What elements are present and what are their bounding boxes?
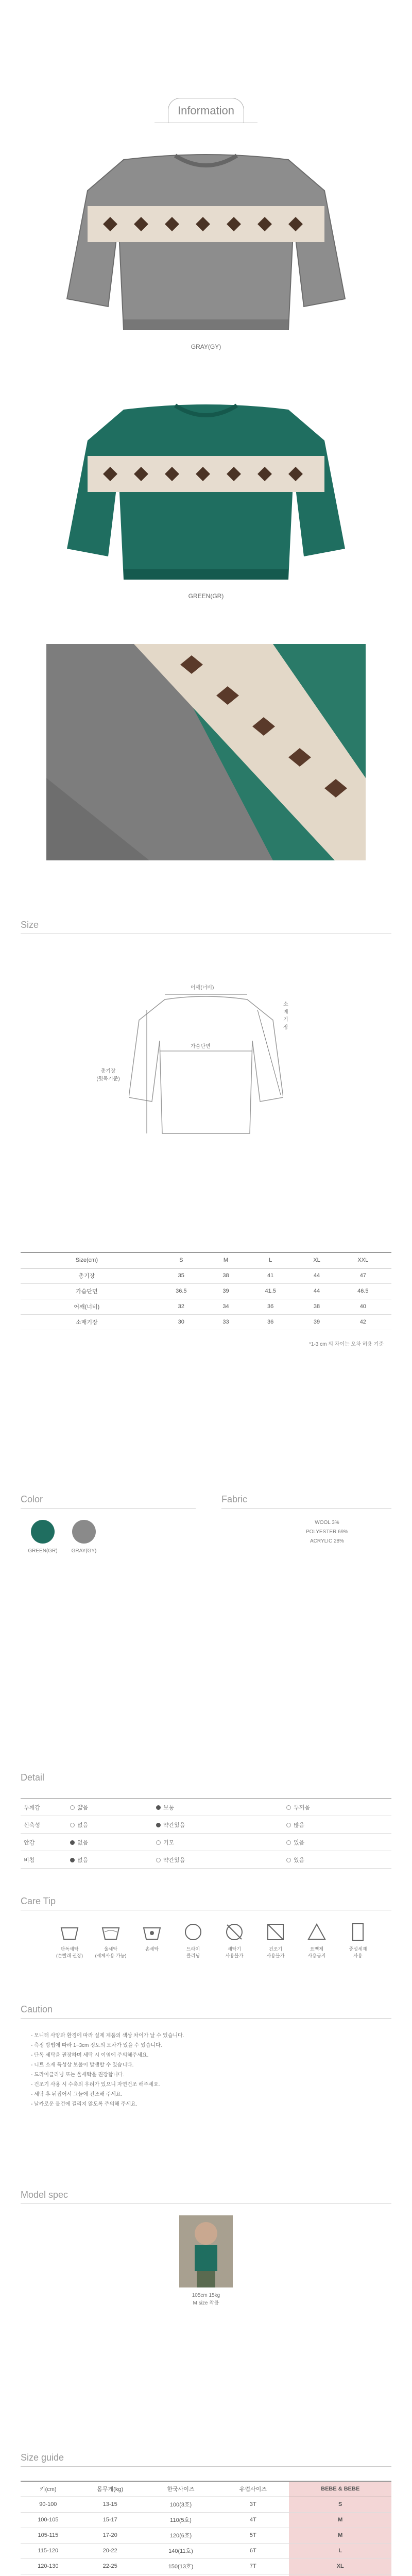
detail-label: 신축성 — [24, 1822, 40, 1828]
info-title: Information — [177, 104, 235, 117]
product-photo-gray — [46, 129, 366, 335]
table-row — [21, 1268, 391, 1283]
caution-divider — [21, 2018, 391, 2019]
detail-section-title: Detail — [21, 1772, 45, 1783]
fabric-item: POLYESTER 69% — [305, 1529, 349, 1535]
care-no-machine-icon: 세탁기 사용불가 — [214, 1922, 255, 1959]
row-label: 어깨(너비) — [21, 1299, 153, 1314]
detail-label: 비침 — [24, 1857, 35, 1863]
guide-col-header: BEBE & BEBE — [289, 2481, 391, 2497]
size-col-header: XL — [299, 1252, 334, 1268]
fabric-section-title: Fabric — [221, 1494, 248, 1504]
model-spec-text: 105cm 15kg M size 착용 — [192, 2293, 220, 2306]
cell: 34 — [210, 1299, 242, 1314]
size-col-header: XXL — [335, 1252, 391, 1268]
cell: 46.5 — [335, 1283, 391, 1299]
detail-row — [21, 1851, 391, 1869]
cell: 36 — [242, 1314, 299, 1330]
cell: 39 — [299, 1314, 334, 1330]
caution-text: - 모니터 사양과 환경에 따라 실제 제품의 색상 차이가 날 수 있습니다. - 측정 방법에 따라 1~3cm 정도의 오차가 있을 수 있습니다. - 단독 세탁을 권장하며 세탁 시 이염에 주의해주세요. - 니트 소재 특성상 보풀이 발생할 수 있습니다. - 드라이클리닝 또는 울세탁을 권장합니다. - 건조기 사용 시 수축의 우려가 있으니 자연건조 해주세요. - 세탁 후 뒤집어서 그늘에 건조해 주세요. - 날카로운 물건에 걸리지 않도록 주의해 주세요. — [31, 2033, 184, 2107]
color-divider — [21, 1508, 196, 1509]
size-diagram — [96, 979, 288, 1159]
detail-row — [21, 1816, 391, 1834]
option-label: 없음 — [77, 1839, 89, 1846]
detail-row — [21, 1834, 391, 1851]
guide-section-title: Size guide — [21, 2452, 64, 2463]
size-col-header: S — [153, 1252, 210, 1268]
detail-row — [21, 1799, 391, 1816]
cell: 47 — [335, 1268, 391, 1283]
diagram-label-sleeve: 소매기장 — [283, 1002, 288, 1030]
table-row — [21, 1299, 391, 1314]
swatch-label-gray: GRAY(GY) — [71, 1548, 97, 1554]
option-label: 얇음 — [77, 1804, 89, 1811]
cell: 36 — [242, 1299, 299, 1314]
option-label: 없음 — [77, 1857, 89, 1863]
option-label: 많음 — [293, 1822, 305, 1828]
cell: 30 — [153, 1314, 210, 1330]
row-label: 총기장 — [21, 1268, 153, 1283]
detail-table — [21, 1798, 391, 1869]
guide-col-header: 한국사이즈 — [145, 2481, 217, 2497]
diagram-label-length: 총기장 (뒷목기준) — [96, 1069, 120, 1082]
care-handwash-icon: 손세탁 — [131, 1922, 173, 1952]
fabric-divider — [221, 1508, 391, 1509]
size-note: *1-3 cm 의 차이는 오차 허용 기준 — [309, 1342, 384, 1347]
cell: 35 — [153, 1268, 210, 1283]
caution-section-title: Caution — [21, 2004, 53, 2014]
size-table — [21, 1252, 391, 1330]
model-section-title: Model spec — [21, 2190, 68, 2200]
model-photo — [179, 2215, 233, 2287]
cell: 44 — [299, 1283, 334, 1299]
care-no-bleach-icon: 표백제 사용금지 — [296, 1922, 337, 1959]
table-row: 120-130 22-25 150(13호) 7T XL — [21, 2558, 391, 2574]
cell: 38 — [299, 1299, 334, 1314]
option-label: 없음 — [77, 1822, 89, 1828]
size-col-header: L — [242, 1252, 299, 1268]
product-photo-green — [46, 379, 366, 585]
fabric-item: WOOL 3% — [315, 1520, 339, 1526]
option-label: 약간있음 — [163, 1857, 185, 1863]
swatch-label-green: GREEN(GR) — [28, 1548, 58, 1554]
cell: 41 — [242, 1268, 299, 1283]
detail-label: 안감 — [24, 1839, 35, 1846]
table-row: 115-120 20-22 140(11호) 6T L — [21, 2543, 391, 2558]
photo-caption-gray: GRAY(GY) — [191, 343, 221, 350]
option-label: 약간있음 — [163, 1822, 185, 1828]
table-row — [21, 1314, 391, 1330]
option-label: 있음 — [293, 1857, 305, 1863]
color-section-title: Color — [21, 1494, 43, 1504]
cell: 39 — [210, 1283, 242, 1299]
care-hand-wash-icon: 단독세탁 (손빨래 권장) — [49, 1922, 90, 1959]
option-label: 두꺼움 — [293, 1804, 310, 1811]
photo-caption-green: GREEN(GR) — [188, 592, 224, 600]
guide-col-header: 키(cm) — [21, 2481, 76, 2497]
care-no-dryer-icon: 건조기 사용불가 — [255, 1922, 296, 1959]
option-label: 있음 — [293, 1839, 305, 1846]
fabric-item: ACRYLIC 28% — [310, 1538, 344, 1544]
guide-divider — [21, 2466, 391, 2467]
detail-label: 두께감 — [24, 1804, 40, 1811]
care-dryclean-icon: 드라이 클리닝 — [173, 1922, 214, 1959]
diagram-label-shoulder: 어깨(너비) — [191, 985, 214, 991]
cell: 38 — [210, 1268, 242, 1283]
size-col-header: Size(cm) — [21, 1252, 153, 1268]
cell: 32 — [153, 1299, 210, 1314]
diagram-label-chest: 가슴단면 — [191, 1044, 211, 1049]
cell: 40 — [335, 1299, 391, 1314]
table-row — [21, 1283, 391, 1299]
cell: 41.5 — [242, 1283, 299, 1299]
row-label: 소매기장 — [21, 1314, 153, 1330]
care-section-title: Care Tip — [21, 1896, 56, 1906]
table-row — [21, 2574, 391, 2576]
row-label: 가슴단면 — [21, 1283, 153, 1299]
swatch-green — [31, 1520, 55, 1544]
care-wool-wash-icon: 울세탁 (세제사용 가능) — [90, 1922, 131, 1959]
size-guide-table — [21, 2481, 391, 2576]
swatch-gray — [72, 1520, 96, 1544]
size-section-title: Size — [21, 920, 39, 930]
table-row: 100-105 15-17 110(5호) 4T M — [21, 2512, 391, 2528]
option-label: 기모 — [163, 1839, 175, 1846]
cell: 36.5 — [153, 1283, 210, 1299]
size-col-header: M — [210, 1252, 242, 1268]
cell: 33 — [210, 1314, 242, 1330]
table-row: 90-100 13-15 100(3호) 3T S — [21, 2497, 391, 2512]
cell: 42 — [335, 1314, 391, 1330]
guide-col-header: 유럽사이즈 — [217, 2481, 289, 2497]
knit-closeup-photo — [46, 644, 366, 860]
guide-col-header: 몸무게(kg) — [76, 2481, 145, 2497]
table-row: 105-115 17-20 120(6호) 5T M — [21, 2528, 391, 2543]
care-neutral-detergent-icon: 중성세제 사용 — [337, 1922, 379, 1959]
option-label: 보통 — [163, 1804, 175, 1811]
cell: 44 — [299, 1268, 334, 1283]
